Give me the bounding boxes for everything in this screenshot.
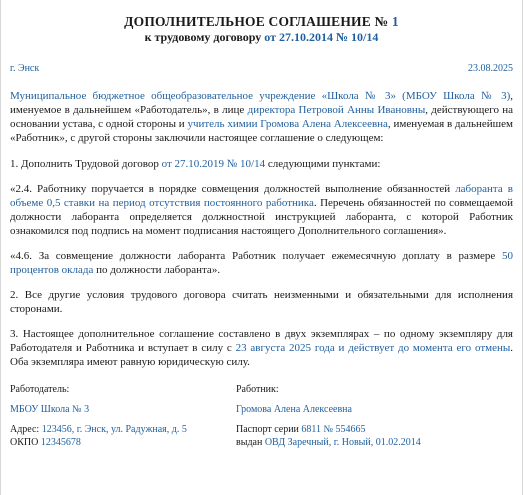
employee-position-name: учитель химии Громова Алена Алексеевна	[187, 118, 388, 130]
intro-text-2: , действующего на основании устава, с одной стороны и	[10, 104, 514, 130]
employee-passport	[236, 423, 462, 436]
clause-3-text-1: 3. Настоящее дополнительное соглашение составлено в двух экземплярах – по одному экземпляру для Работодателя и Работника и вступает в силу с	[10, 328, 513, 354]
employer-name: МБОУ Школа № 3	[10, 404, 90, 415]
clause-1	[10, 157, 513, 171]
employee-issued-value: ОВД Заречный, г. Новый, 01.02.2014	[264, 437, 421, 448]
clause-2-4-text-2: . Перечень обязанностей по совмещаемой должности лаборанта определяется должностной инструкцией лаборанта, с которой Работник ознакомился под подпись на момент подписания настоящего Дополнительного соглашения».	[10, 197, 513, 237]
clause-2-4-text-1: «2.4. Работнику поручается в порядке совмещения должностей выполнение обязанностей	[10, 183, 456, 195]
clause-1-text-2: следующими пунктами:	[265, 158, 381, 170]
employer-role: Работодатель:	[10, 384, 70, 395]
clause-2-4	[10, 182, 513, 238]
clause-1-text-1: 1. Дополнить Трудовой договор	[10, 158, 162, 170]
employer-okpo-label: ОКПО	[10, 437, 41, 448]
employee-passport-issued	[236, 436, 462, 449]
employer-address-value: 123456, г. Энск, ул. Радужная, д. 5	[41, 424, 187, 435]
document-subtitle	[10, 30, 513, 45]
agreement-number: 1	[391, 14, 399, 29]
clause-2-4-duties: лаборанта в объеме 0,5 ставки на период отсутствия постоянного работника	[10, 183, 513, 209]
document-title	[10, 14, 513, 30]
employee-passport-value: 6811 № 554665	[301, 424, 366, 435]
employer-details	[10, 383, 236, 449]
clause-4-6-text-1: «4.6. За совмещение должности лаборанта Работник получает ежемесячную доплату в размере	[10, 250, 502, 262]
clause-3-text-2: . Оба экземпляра имеют равную юридическую силу.	[10, 342, 513, 368]
contract-reference: от 27.10.2014 № 10/14	[264, 30, 379, 44]
employee-passport-label: Паспорт серии	[236, 424, 302, 435]
clause-4-6-text-2: по должности лаборанта».	[93, 264, 221, 276]
city: г. Энск	[10, 63, 40, 74]
clause-3-effective-date: 23 августа 2025 года и действует до момента его отмены	[235, 342, 511, 354]
organization-name: Муниципальное бюджетное общеобразовательное учреждение «Школа № 3» (МБОУ Школа № 3)	[10, 90, 511, 102]
employee-role: Работник:	[236, 384, 279, 395]
employee-details	[236, 383, 462, 449]
place-date-row	[10, 63, 513, 75]
intro-paragraph	[10, 89, 513, 145]
clause-1-contract-ref: от 27.10.2019 № 10/14	[161, 158, 266, 170]
title-text: ДОПОЛНИТЕЛЬНОЕ СОГЛАШЕНИЕ №	[124, 14, 392, 29]
document-date: 23.08.2025	[468, 63, 513, 74]
intro-text-3: , именуемая в дальнейшем «Работник», с другой стороны заключили настоящее соглашение о следующем:	[10, 118, 513, 144]
employer-address-label: Адрес:	[10, 424, 42, 435]
clause-4-6	[10, 249, 513, 277]
clause-4-6-amount: 50 процентов оклада	[10, 250, 513, 276]
clause-2: 2. Все другие условия трудового договора считать неизменными и обязательными для исполнения сторонами.	[10, 289, 513, 315]
clause-3	[10, 327, 513, 369]
subtitle-text: к трудовому договору	[144, 30, 265, 44]
employer-okpo-value: 12345678	[40, 437, 81, 448]
signature-block	[10, 383, 513, 449]
intro-text-1: , именуемое в дальнейшем «Работодатель», в лице	[10, 90, 513, 116]
employee-issued-label: выдан	[236, 437, 265, 448]
employer-address	[10, 423, 236, 436]
employer-okpo	[10, 436, 236, 449]
employee-name: Громова Алена Алексеевна	[236, 404, 352, 415]
director-name: директора Петровой Анны Ивановны	[247, 104, 426, 116]
